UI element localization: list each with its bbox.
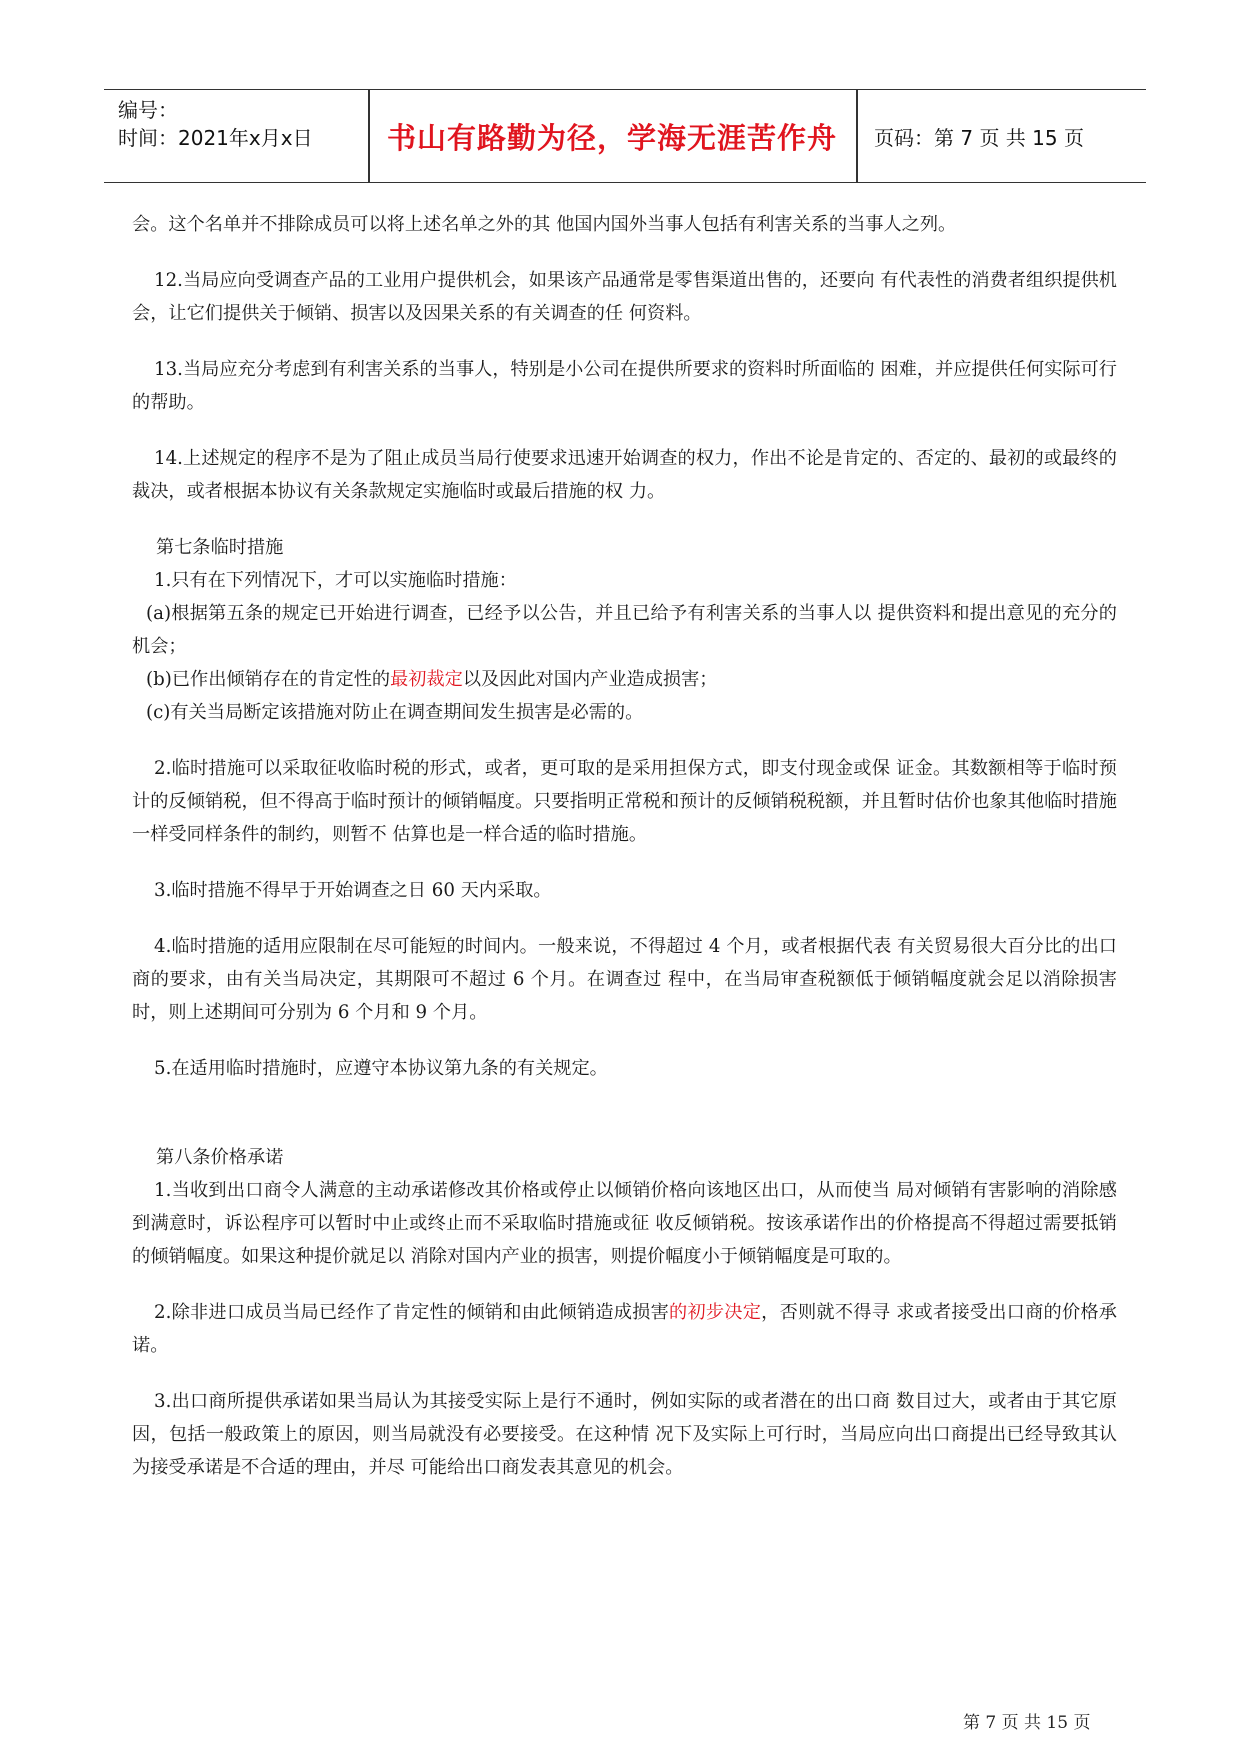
article-7-item-a: (a)根据第五条的规定已开始进行调查，已经予以公告，并且已给予有利害关系的当事人以 提供资料和提出意见的充分的机会；	[132, 603, 1117, 657]
article-7-item-c: (c)有关当局断定该措施对防止在调查期间发生损害是必需的。	[146, 702, 644, 723]
document-body	[132, 208, 1117, 1484]
highlighted-term-preliminary-decision: 的初步决定	[669, 1302, 762, 1323]
header-motto: 书山有路勤为径，学海无涯苦作舟	[386, 120, 837, 155]
page-header	[104, 89, 1146, 183]
highlighted-term-preliminary-ruling: 最初裁定	[390, 669, 463, 690]
paragraph-14: 14.上述规定的程序不是为了阻止成员当局行使要求迅速开始调查的权力，作出不论是肯定的、否定的、最初的或最终的裁决，或者根据本协议有关条款规定实施临时或最后措施的权 力。	[132, 448, 1117, 502]
article-7-clause-1: 1.只有在下列情况下，才可以实施临时措施：	[154, 570, 517, 591]
paragraph-continuation: 会。这个名单并不排除成员可以将上述名单之外的其 他国内国外当事人包括有利害关系的当事人之列。	[132, 214, 957, 235]
paragraph-13: 13.当局应充分考虑到有利害关系的当事人，特别是小公司在提供所要求的资料时所面临的 困难，并应提供任何实际可行的帮助。	[132, 359, 1117, 413]
article-7-title: 第七条临时措施	[156, 537, 284, 558]
serial-number-label: 编号：	[118, 98, 178, 122]
article-7-clause-4: 4.临时措施的适用应限制在尽可能短的时间内。一般来说，不得超过 4 个月，或者根据代表 有关贸易很大百分比的出口商的要求，由有关当局决定，其期限可不超过 6 个月。在调查过 程中，在当局审查税额低于倾销幅度就会足以消除损害时，则上述期间可分别为 6 个月和 9 个月。	[132, 936, 1117, 1023]
article-7-item-b-text-end: 以及因此对国内产业造成损害；	[462, 669, 718, 690]
paragraph-12: 12.当局应向受调查产品的工业用户提供机会，如果该产品通常是零售渠道出售的，还要向 有代表性的消费者组织提供机会，让它们提供关于倾销、损害以及因果关系的有关调查的任 何资料。	[132, 270, 1117, 324]
header-meta	[118, 90, 368, 182]
article-7-clause-5: 5.在适用临时措施时，应遵守本协议第九条的有关规定。	[154, 1058, 608, 1079]
article-8-clause-3: 3.出口商所提供承诺如果当局认为其接受实际上是行不通时，例如实际的或者潜在的出口商 数目过大，或者由于其它原因，包括一般政策上的原因，则当局就没有必要接受。在这种情 况下及实际上可行时，当局应向出口商提出已经导致其认为接受承诺是不合适的理由，并尽 可能给出口商发表其意见的机会。	[132, 1391, 1117, 1478]
article-7-clause-2: 2.临时措施可以采取征收临时税的形式，或者，更可取的是采用担保方式，即支付现金或保 证金。其数额相等于临时预计的反倾销税，但不得高于临时预计的倾销幅度。只要指明正常税和预计的反倾销税税额，并且暂时估价也象其他临时措施一样受同样条件的制约，则暂不 估算也是一样合适的临时措施。	[132, 758, 1117, 845]
article-8-title: 第八条价格承诺	[156, 1147, 284, 1168]
header-page-number: 页码：第 7 页 共 15 页	[874, 125, 1084, 150]
article-7-item-b	[132, 663, 1117, 696]
article-8-clause-2	[132, 1296, 1117, 1362]
header-divider-right	[856, 90, 858, 182]
article-8-clause-2-text: 2.除非进口成员当局已经作了肯定性的倾销和由此倾销造成损害	[154, 1302, 670, 1323]
footer-page-number: 第 7 页 共 15 页	[963, 1713, 1091, 1733]
article-7-item-b-text: (b)已作出倾销存在的肯定性的	[146, 669, 391, 690]
time-label: 时间：2021年x月x日	[118, 126, 313, 150]
article-7-clause-3: 3.临时措施不得早于开始调查之日 60 天内采取。	[154, 880, 552, 901]
article-8-clause-2-text-end: ，否则就不得寻 求或者接受出口商的价格承诺。	[132, 1302, 1117, 1356]
article-8-clause-1: 1.当收到出口商令人满意的主动承诺修改其价格或停止以倾销价格向该地区出口，从而使当 局对倾销有害影响的消除感到满意时，诉讼程序可以暂时中止或终止而不采取临时措施或征 收反倾销税。按该承诺作出的价格提高不得超过需要抵销的倾销幅度。如果这种提价就足以 消除对国内产业的损害，则提价幅度小于倾销幅度是可取的。	[132, 1180, 1117, 1267]
